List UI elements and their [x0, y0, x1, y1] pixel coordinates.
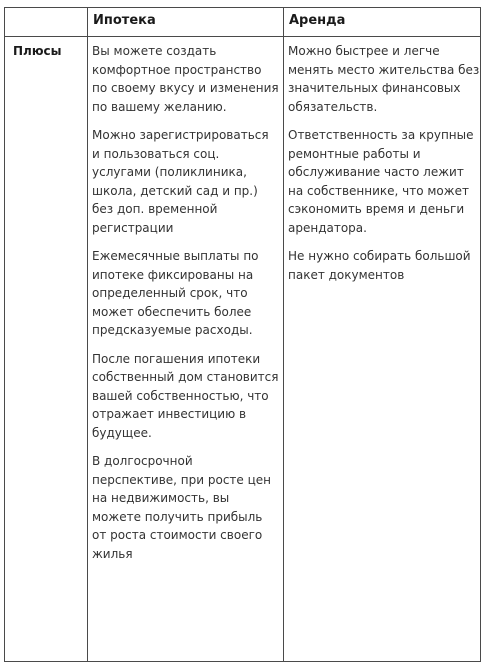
header-mortgage: Ипотека — [93, 13, 156, 28]
header-divider — [5, 36, 480, 37]
rent-pro-item: Ответственность за крупные ремонтные работы и обслуживание часто лежит на собственнике, что может сэкономить время и деньги арендатора. — [288, 128, 474, 235]
column-divider — [87, 8, 88, 661]
comparison-table — [4, 7, 481, 662]
mortgage-pro-item: Можно зарегистрироваться и пользоваться соц. услугами (поликлиника, школа, детский сад и пр.) без доп. временной регистрации — [92, 128, 269, 235]
rent-pros-cell — [288, 42, 480, 294]
rent-pro-item: Не нужно собирать большой пакет документов — [288, 249, 471, 282]
header-rent: Аренда — [289, 13, 346, 28]
mortgage-pros-cell — [92, 42, 280, 573]
mortgage-pro-item: Ежемесячные выплаты по ипотеке фиксированы на определенный срок, что может обеспечить более предсказуемые расходы. — [92, 249, 259, 337]
column-divider — [283, 8, 284, 661]
mortgage-pro-item: В долгосрочной перспективе, при росте цен на недвижимость, вы можете получить прибыль от роста стоимости своего жилья — [92, 454, 272, 561]
mortgage-pro-item: После погашения ипотеки собственный дом становится вашей собственностью, что отражает инвестицию в будущее. — [92, 351, 279, 440]
row-label-pros: Плюсы — [13, 44, 62, 58]
rent-pro-item: Можно быстрее и легче менять место жительства без значительных финансовых обязательств. — [288, 44, 480, 114]
mortgage-pro-item: Вы можете создать комфортное пространство по своему вкусу и изменения по вашему желанию. — [92, 44, 279, 114]
